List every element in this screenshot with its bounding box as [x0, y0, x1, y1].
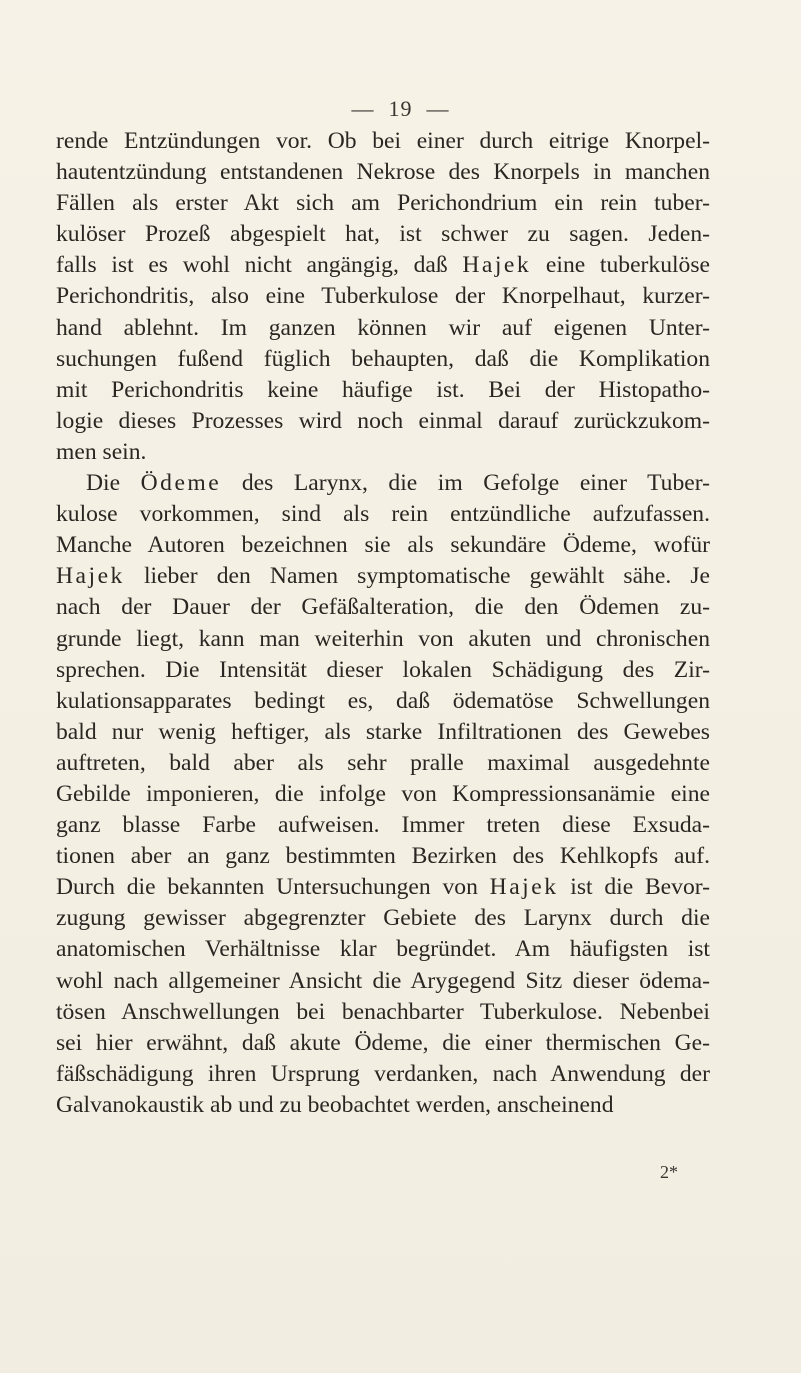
text-line: grunde liegt, kann man weiterhin von akuten und chronischen: [56, 625, 710, 652]
text-line: men sein.: [56, 438, 147, 465]
page-number: — 19 —: [351, 96, 450, 121]
text-segment: Die: [86, 470, 141, 497]
text-line: [56, 561, 710, 592]
text-line: hautentzündung entstandenen Nekrose des Knorpels in manchen: [56, 159, 710, 186]
text-line: fäßschädigung ihren Ursprung verdanken, nach Anwendung der: [56, 1060, 710, 1087]
text-line: zugung gewisser abgegrenzter Gebiete des Larynx durch die: [56, 905, 710, 932]
paragraph-2: [56, 468, 710, 1121]
text-line: sei hier erwähnt, daß akute Ödeme, die einer thermischen Ge-: [56, 1029, 710, 1056]
text-line: Perichondritis, also eine Tuberkulose der Knorpelhaut, kurzer-: [56, 283, 710, 310]
text-line: bald nur wenig heftiger, als starke Infiltrationen des Gewebes: [56, 718, 710, 745]
text-line: tösen Anschwellungen bei benachbarter Tuberkulose. Nebenbei: [56, 998, 710, 1025]
text-line: Manche Autoren bezeichnen sie als sekundäre Ödeme, wofür: [56, 532, 710, 559]
text-line: [56, 468, 710, 499]
text-segment: eine tuberkulöse: [531, 252, 710, 279]
text-line: Gebilde imponieren, die infolge von Kompressionsanämie eine: [56, 780, 710, 807]
text-line: Fällen als erster Akt sich am Perichondrium ein rein tuber-: [56, 190, 710, 217]
emphasized-name: Hajek: [489, 874, 559, 901]
text-segment: des Larynx, die im Gefolge einer Tuber-: [221, 470, 710, 497]
text-line: kulöser Prozeß abgespielt hat, ist schwer zu sagen. Jeden-: [56, 221, 710, 248]
text-segment: Durch die bekannten Untersuchungen von: [56, 874, 490, 901]
text-line: tionen aber an ganz bestimmten Bezirken des Kehlkopfs auf.: [56, 843, 710, 870]
text-segment: falls ist es wohl nicht angängig, daß: [56, 252, 463, 279]
text-line: nach der Dauer der Gefäßalteration, die den Ödemen zu-: [56, 594, 710, 621]
signature-mark: 2*: [660, 1162, 678, 1182]
text-line: wohl nach allgemeiner Ansicht die Arygegend Sitz dieser ödema-: [56, 967, 710, 994]
text-segment: ist die Bevor-: [558, 874, 710, 901]
text-line: logie dieses Prozesses wird noch einmal darauf zurückzukom-: [56, 407, 710, 434]
text-line: suchungen fußend füglich behaupten, daß die Komplikation: [56, 345, 710, 372]
text-line: [56, 872, 710, 903]
text-line: anatomischen Verhältnisse klar begründet. Am häufigsten ist: [56, 936, 710, 963]
text-line: kulationsapparates bedingt es, daß ödematöse Schwellungen: [56, 687, 710, 714]
body-text: [56, 126, 710, 1121]
text-line: [56, 250, 710, 281]
paragraph-1: [56, 126, 710, 468]
text-segment: lieber den Namen symptomatische gewählt sähe. Je: [124, 563, 710, 590]
text-line: rende Entzündungen vor. Ob bei einer durch eitrige Knorpel-: [56, 128, 710, 154]
text-line: mit Perichondritis keine häufige ist. Bei der Histopatho-: [56, 376, 710, 403]
text-line: sprechen. Die Intensität dieser lokalen Schädigung des Zir-: [56, 656, 710, 683]
text-line: kulose vorkommen, sind als rein entzündliche aufzufassen.: [56, 501, 710, 528]
text-line: auftreten, bald aber als sehr pralle maximal ausgedehnte: [56, 749, 710, 776]
emphasized-name: Hajek: [462, 252, 532, 279]
emphasized-name: Ödeme: [140, 470, 222, 497]
emphasized-name: Hajek: [56, 563, 125, 590]
page-number-value: 19: [388, 96, 413, 121]
text-line: hand ablehnt. Im ganzen können wir auf eigenen Unter-: [56, 314, 710, 341]
text-line: Galvanokaustik ab und zu beobachtet werden, anscheinend: [56, 1091, 614, 1118]
text-line: ganz blasse Farbe aufweisen. Immer treten diese Exsuda-: [56, 812, 710, 839]
